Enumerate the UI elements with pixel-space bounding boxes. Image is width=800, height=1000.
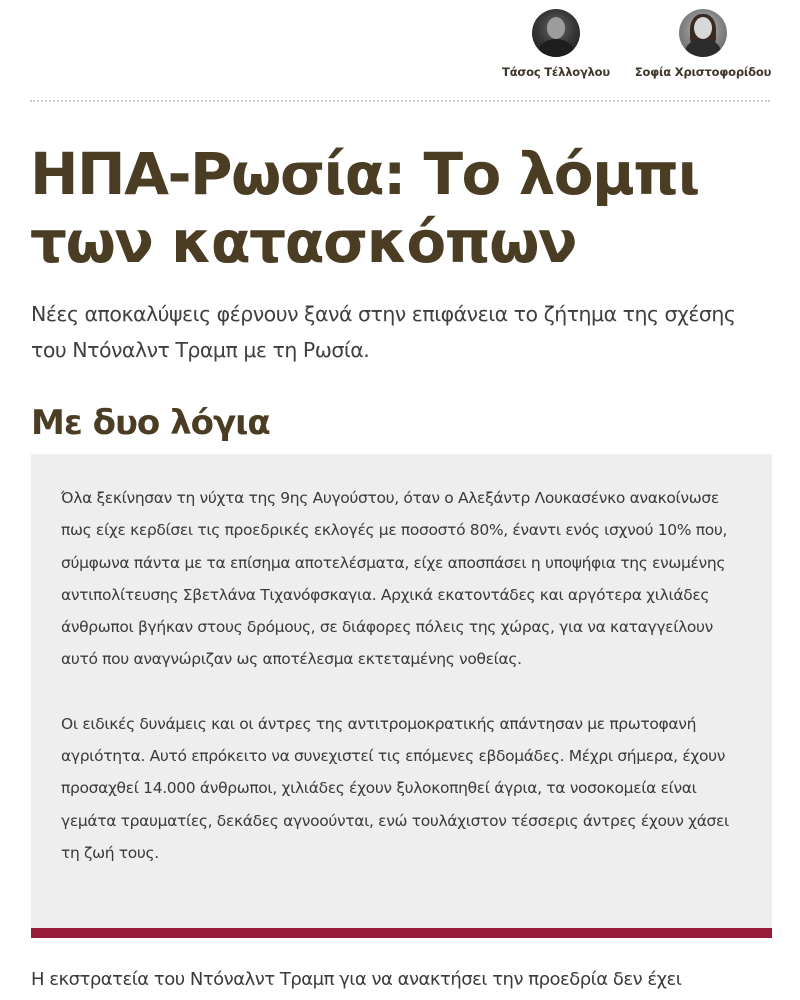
summary-heading: Με δυο λόγια [31,403,270,443]
author-sofia-christoforidou[interactable] [628,9,778,79]
summary-paragraph: Όλα ξεκίνησαν τη νύχτα της 9ης Αυγούστου, όταν ο Αλεξάντρ Λουκασένκο ανακοίνωσε πως είχε κερδίσει τις προεδρικές εκλογές με ποσοστό 80%, έναντι ενός ισχνού 10% που, σύμφωνα πάντα με τα επίσημα αποτελέσματα, είχε αποσπάσει η υποψήφια της ενωμένης αντιπολίτευσης Σβετλάνα Τιχανόφσκαγια. Αρχικά εκατοντάδες και αργότερα χιλιάδες άνθρωποι βγήκαν στους δρόμους, σε διάφορες πόλεις της χώρας, για να καταγγείλουν αυτό που αναγνώριζαν ως αποτέλεσμα εκτεταμένης νοθείας. [61,489,728,669]
article-body-paragraph: Η εκστρατεία του Ντόναλντ Τραμπ για να ανακτήσει την προεδρία δεν έχει [31,969,682,990]
headline-line-2: των κατασκόπων [30,208,577,276]
summary-paragraph: Οι ειδικές δυνάμεις και οι άντρες της αντιτρομοκρατικής απάντησαν με πρωτοφανή αγριότητα. Αυτό επρόκειτο να συνεχιστεί τις επόμενες εβδομάδες. Μέχρι σήμερα, έχουν προσαχθεί 14.000 άνθρωποι, χιλιάδες έχουν ξυλοκοπηθεί άγρια, τα νοσοκομεία είναι γεμάτα τραυματίες, δεκάδες αγνοούνται, ενώ τουλάχιστον τέσσερις άντρες έχουν χάσει τη ζωή τους. [61,714,729,862]
author-tasos-telloglou[interactable] [490,9,622,79]
divider [30,100,770,102]
author-name[interactable]: Σοφία Χριστοφορίδου [634,65,772,79]
summary-box [31,454,772,938]
authors-bar [490,9,790,89]
author-name[interactable]: Τάσος Τέλλογλου [502,65,610,79]
avatar[interactable] [679,9,727,57]
avatar-head-shape [694,17,712,39]
avatar-head-shape [547,17,565,39]
article-subtitle: Νέες αποκαλύψεις φέρνουν ξανά στην επιφάνεια το ζήτημα της σχέσης του Ντόναλντ Τραμπ με τη Ρωσία. [31,302,736,362]
page-title [30,140,750,276]
headline-line-1: ΗΠΑ-Ρωσία: Το λόμπι [30,140,699,208]
avatar-body-shape [685,39,721,57]
summary-content [61,482,751,901]
avatar-body-shape [538,39,574,57]
avatar[interactable] [532,9,580,57]
